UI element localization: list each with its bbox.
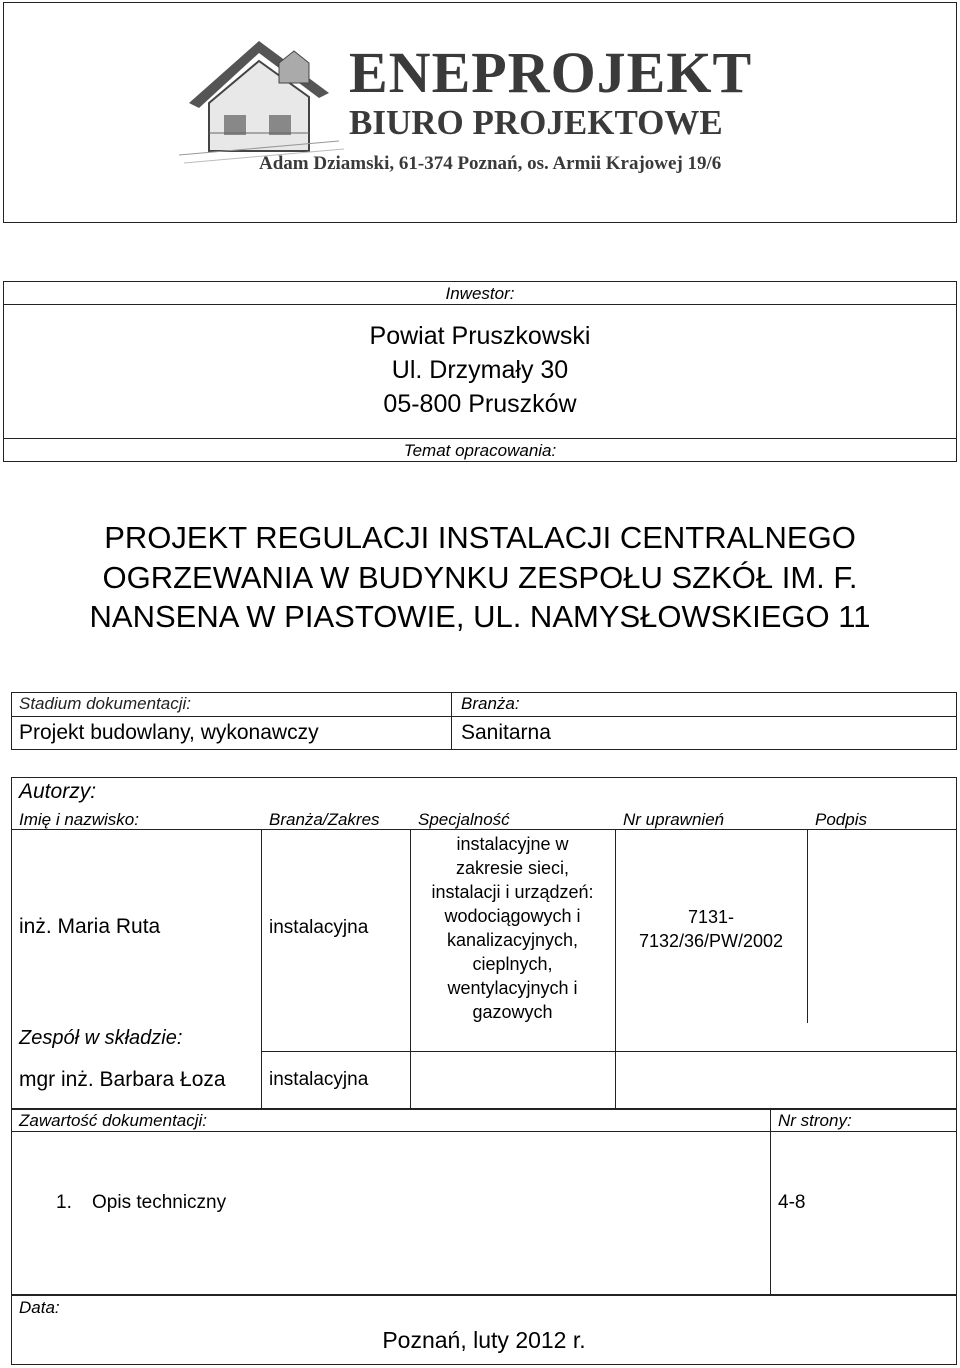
- col-license-header: Nr uprawnień: [623, 810, 725, 829]
- author-2-branch: instalacyjna: [269, 1069, 369, 1090]
- team-label: Zespół w składzie:: [19, 1027, 183, 1049]
- authors-label: Autorzy:: [19, 780, 97, 803]
- date-label: Data:: [19, 1298, 60, 1317]
- branch-label: Branża:: [461, 694, 520, 713]
- pages-label: Nr strony:: [778, 1111, 852, 1130]
- author-1-name: inż. Maria Ruta: [19, 915, 161, 938]
- author-1-specialty: instalacyjne w zakresie sieci, instalacji i urządzeń: wodociągowych i kanalizacyjnych, cieplnych, wentylacyjnych i gazowych: [431, 834, 594, 1022]
- contents-item-pages: 4-8: [778, 1192, 806, 1213]
- col-signature-header: Podpis: [815, 810, 867, 829]
- topic-label: Temat opracowania:: [403, 441, 557, 460]
- investor-name: Powiat Pruszkowski: [369, 322, 591, 350]
- company-subtitle: BIURO PROJEKTOWE: [349, 103, 723, 142]
- col-specialty-header: Specjalność: [418, 810, 510, 829]
- company-address: Adam Dziamski, 61-374 Poznań, os. Armii Krajowej 19/6: [259, 153, 722, 174]
- col-branch-header: Branża/Zakres: [269, 810, 380, 829]
- company-name: ENEPROJEKT: [349, 40, 753, 105]
- author-1-branch: instalacyjna: [269, 917, 369, 938]
- investor-street: Ul. Drzymały 30: [391, 356, 569, 384]
- branch-value: Sanitarna: [461, 721, 551, 744]
- col-name-header: Imię i nazwisko:: [19, 810, 139, 829]
- contents-item-title: Opis techniczny: [92, 1192, 227, 1213]
- topic-line-2: OGRZEWANIA W BUDYNKU ZESPOŁU SZKÓŁ IM. F.: [102, 560, 858, 595]
- investor-label: Inwestor:: [445, 284, 515, 303]
- contents-item-number: 1.: [56, 1192, 72, 1213]
- contents-label: Zawartość dokumentacji:: [19, 1111, 208, 1130]
- topic-line-3: NANSENA W PIASTOWIE, UL. NAMYSŁOWSKIEGO 11: [89, 599, 871, 634]
- investor-city: 05-800 Pruszków: [383, 390, 577, 418]
- letterhead: [3, 2, 957, 223]
- stage-value: Projekt budowlany, wykonawczy: [19, 721, 319, 744]
- author-2-name: mgr inż. Barbara Łoza: [19, 1068, 226, 1091]
- stage-label: Stadium dokumentacji:: [19, 694, 191, 713]
- house-logo-icon: [169, 23, 349, 173]
- date-value: Poznań, luty 2012 r.: [382, 1327, 586, 1353]
- topic-line-1: PROJEKT REGULACJI INSTALACJI CENTRALNEGO: [104, 520, 856, 555]
- author-1-license: 7131- 7132/36/PW/2002: [638, 907, 784, 951]
